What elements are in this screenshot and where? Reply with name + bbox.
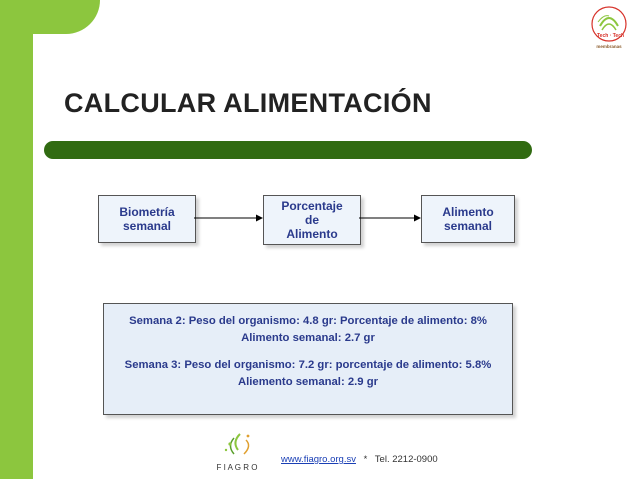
fiagro-logo [202,430,272,474]
arrow-porcentaje-to-alimento [359,213,422,223]
week3-result-line: Aliemento semanal: 2.9 gr [237,376,378,388]
organization-logo [582,2,636,52]
page-title: CALCULAR ALIMENTACIÓN [64,88,432,118]
arrow-biometria-to-porcentaje [194,213,264,223]
footer-separator: * [363,454,368,465]
website-link[interactable]: www.fiagro.org.sv [281,454,356,465]
footer-contact [281,454,438,465]
top-accent-tab [0,0,100,34]
node-alimento [421,195,515,243]
calculation-examples-box [103,303,513,415]
week3-line: Semana 3: Peso del organismo: 7.2 gr: porcentaje de alimento: 5.8% [124,359,492,371]
footer-phone: Tel. 2212-0900 [374,454,438,465]
node-biometria-label: Biometría semanal [119,205,175,233]
svg-text:Tech · Tech: Tech · Tech [597,33,625,39]
title-underline [44,141,532,159]
node-porcentaje [263,195,361,245]
week2-result-line: Alimento semanal: 2.7 gr [241,332,375,344]
node-porcentaje-label: Porcentaje de Alimento [281,199,343,241]
week2-line: Semana 2: Peso del organismo: 4.8 gr: Porcentaje de alimento: 8% [129,315,487,327]
fiagro-brand-text: F I A G R O [216,463,258,472]
svg-text:membranas: membranas [596,44,622,49]
node-biometria [98,195,196,243]
left-accent-bar [0,0,33,479]
node-alimento-label: Alimento semanal [442,205,494,233]
